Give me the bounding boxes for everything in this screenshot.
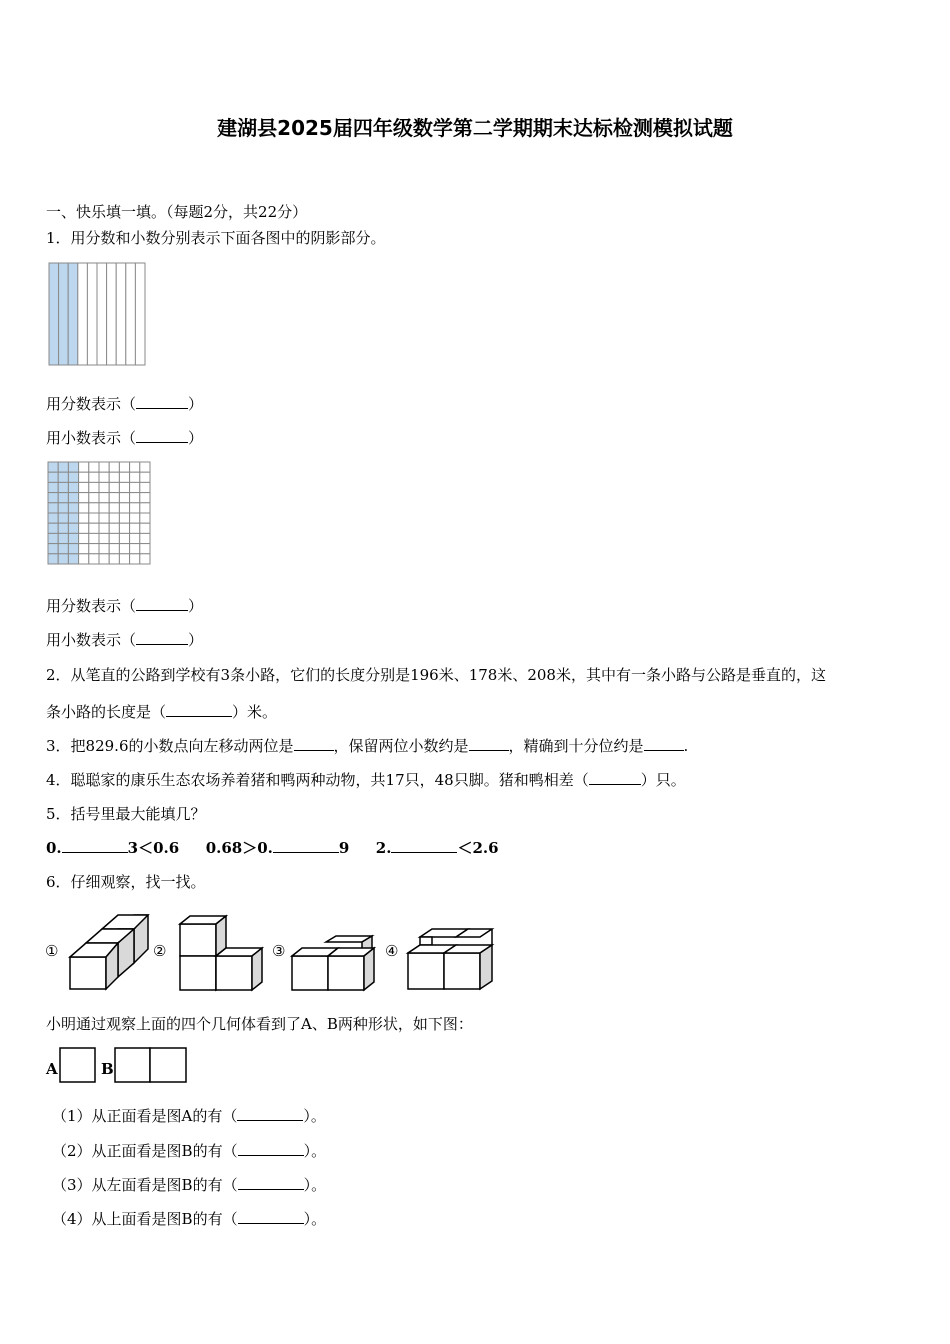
cube-shape-2 bbox=[176, 912, 266, 994]
grid-cell bbox=[68, 503, 78, 513]
grid-cell bbox=[58, 503, 68, 513]
strip-cell bbox=[135, 263, 145, 365]
grid-cell bbox=[48, 513, 58, 523]
grid-cell bbox=[79, 544, 89, 554]
grid-cell bbox=[58, 544, 68, 554]
question-2-line1: 2．从笔直的公路到学校有3条小路，它们的长度分别是196米、178米、208米，其中有一条小路与公路是垂直的，这 bbox=[46, 666, 826, 684]
grid-cell bbox=[89, 472, 99, 482]
grid-cell bbox=[99, 503, 109, 513]
grid-cell bbox=[48, 462, 58, 472]
grid-cell bbox=[79, 513, 89, 523]
grid-cell bbox=[119, 472, 129, 482]
sub-question-2: （2）从正面看是图B的有（ ）。 bbox=[52, 1142, 327, 1160]
grid-cell bbox=[68, 544, 78, 554]
grid-cell bbox=[140, 523, 150, 533]
question-6: 6．仔细观察，找一找。 bbox=[46, 873, 206, 891]
grid-cell bbox=[58, 482, 68, 492]
grid-cell bbox=[130, 533, 140, 543]
grid-cell bbox=[48, 523, 58, 533]
strip-cell bbox=[59, 263, 69, 365]
q1-decimal-a: 用小数表示（ ） bbox=[46, 429, 204, 447]
grid-cell bbox=[99, 544, 109, 554]
grid-cell bbox=[99, 513, 109, 523]
grid-cell bbox=[58, 533, 68, 543]
grid-cell bbox=[119, 513, 129, 523]
answer-blank[interactable] bbox=[136, 596, 188, 611]
grid-cell bbox=[79, 523, 89, 533]
answer-blank[interactable] bbox=[273, 838, 339, 853]
cube-shape-3 bbox=[290, 936, 380, 996]
grid-cell bbox=[89, 482, 99, 492]
strip-cell bbox=[116, 263, 126, 365]
grid-figure bbox=[47, 461, 151, 565]
answer-blank[interactable] bbox=[238, 1209, 304, 1224]
strip-cell bbox=[68, 263, 78, 365]
grid-cell bbox=[130, 462, 140, 472]
grid-cell bbox=[48, 503, 58, 513]
strip-cell bbox=[97, 263, 107, 365]
shape-label-1: ① bbox=[45, 942, 59, 960]
answer-blank[interactable] bbox=[469, 736, 509, 751]
grid-cell bbox=[48, 544, 58, 554]
grid-cell bbox=[99, 554, 109, 564]
grid-cell bbox=[48, 493, 58, 503]
grid-cell bbox=[109, 462, 119, 472]
answer-blank[interactable] bbox=[136, 428, 188, 443]
grid-cell bbox=[48, 554, 58, 564]
grid-cell bbox=[68, 554, 78, 564]
sub-question-1: （1）从正面看是图A的有（ ）。 bbox=[52, 1107, 326, 1125]
q1-fraction-b: 用分数表示（ ） bbox=[46, 597, 204, 615]
strip-cell bbox=[107, 263, 117, 365]
grid-cell bbox=[48, 482, 58, 492]
sub-question-3: （3）从左面看是图B的有（ ）。 bbox=[52, 1176, 327, 1194]
grid-cell bbox=[109, 513, 119, 523]
grid-cell bbox=[130, 482, 140, 492]
grid-cell bbox=[130, 503, 140, 513]
grid-cell bbox=[79, 482, 89, 492]
grid-cell bbox=[89, 544, 99, 554]
grid-cell bbox=[130, 472, 140, 482]
grid-cell bbox=[130, 554, 140, 564]
grid-cell bbox=[109, 482, 119, 492]
grid-cell bbox=[79, 493, 89, 503]
grid-cell bbox=[89, 493, 99, 503]
answer-blank[interactable] bbox=[136, 630, 188, 645]
sub-question-4: （4）从上面看是图B的有（ ）。 bbox=[52, 1210, 327, 1228]
question-5: 5．括号里最大能填几？ bbox=[46, 805, 206, 823]
grid-cell bbox=[48, 533, 58, 543]
label-b: B bbox=[101, 1060, 114, 1078]
grid-cell bbox=[130, 513, 140, 523]
grid-cell bbox=[130, 544, 140, 554]
grid-cell bbox=[89, 523, 99, 533]
observe-text: 小明通过观察上面的四个几何体看到了A、B两种形状，如下图： bbox=[46, 1015, 473, 1033]
grid-cell bbox=[119, 493, 129, 503]
q1-decimal-b: 用小数表示（ ） bbox=[46, 631, 204, 649]
grid-cell bbox=[140, 482, 150, 492]
grid-cell bbox=[99, 472, 109, 482]
label-a: A bbox=[46, 1060, 58, 1078]
shape-label-2: ② bbox=[153, 942, 167, 960]
page-title: 建湖县2025届四年级数学第二学期期末达标检测模拟试题 bbox=[217, 116, 733, 140]
grid-cell bbox=[58, 462, 68, 472]
grid-cell bbox=[109, 533, 119, 543]
answer-blank[interactable] bbox=[589, 770, 641, 785]
shape-b bbox=[114, 1047, 190, 1083]
grid-cell bbox=[140, 462, 150, 472]
grid-cell bbox=[99, 523, 109, 533]
grid-cell bbox=[89, 462, 99, 472]
shape-a bbox=[59, 1047, 99, 1083]
grid-cell bbox=[119, 462, 129, 472]
cube-shape-1 bbox=[66, 909, 156, 991]
answer-blank[interactable] bbox=[238, 1175, 304, 1190]
question-1: 1．用分数和小数分别表示下面各图中的阴影部分。 bbox=[46, 229, 386, 247]
grid-cell bbox=[68, 533, 78, 543]
grid-cell bbox=[99, 462, 109, 472]
grid-cell bbox=[58, 472, 68, 482]
grid-cell bbox=[99, 482, 109, 492]
grid-cell bbox=[140, 493, 150, 503]
grid-cell bbox=[68, 462, 78, 472]
grid-cell bbox=[140, 503, 150, 513]
grid-cell bbox=[119, 523, 129, 533]
grid-cell bbox=[89, 503, 99, 513]
answer-blank[interactable] bbox=[237, 1106, 303, 1121]
grid-cell bbox=[130, 523, 140, 533]
grid-cell bbox=[68, 472, 78, 482]
answer-blank[interactable] bbox=[294, 736, 334, 751]
grid-cell bbox=[58, 493, 68, 503]
grid-cell bbox=[109, 544, 119, 554]
grid-cell bbox=[119, 533, 129, 543]
answer-blank[interactable] bbox=[644, 736, 684, 751]
grid-cell bbox=[109, 503, 119, 513]
grid-cell bbox=[109, 493, 119, 503]
grid-cell bbox=[79, 503, 89, 513]
grid-cell bbox=[89, 533, 99, 543]
grid-cell bbox=[58, 523, 68, 533]
grid-cell bbox=[79, 462, 89, 472]
question-3: 3．把829.6的小数点向左移动两位是 ，保留两位小数约是 ，精确到十分位约是 . bbox=[46, 737, 689, 755]
answer-blank[interactable] bbox=[166, 702, 232, 717]
grid-cell bbox=[79, 554, 89, 564]
strip-figure bbox=[48, 262, 146, 366]
question-4: 4．聪聪家的康乐生态农场养着猪和鸭两种动物，共17只，48只脚。猪和鸭相差（ ）只。 bbox=[46, 771, 686, 789]
grid-cell bbox=[140, 513, 150, 523]
cube-shape-4 bbox=[406, 927, 498, 993]
shape-label-3: ③ bbox=[272, 942, 286, 960]
strip-cell bbox=[87, 263, 97, 365]
strip-cell bbox=[49, 263, 59, 365]
grid-cell bbox=[140, 472, 150, 482]
grid-cell bbox=[48, 472, 58, 482]
grid-cell bbox=[119, 544, 129, 554]
grid-cell bbox=[109, 523, 119, 533]
grid-cell bbox=[109, 554, 119, 564]
grid-cell bbox=[140, 554, 150, 564]
grid-cell bbox=[119, 482, 129, 492]
grid-cell bbox=[79, 533, 89, 543]
grid-cell bbox=[140, 533, 150, 543]
grid-cell bbox=[109, 472, 119, 482]
grid-cell bbox=[99, 493, 109, 503]
answer-blank[interactable] bbox=[136, 394, 188, 409]
grid-cell bbox=[58, 513, 68, 523]
answer-blank[interactable] bbox=[391, 838, 457, 853]
grid-cell bbox=[68, 523, 78, 533]
grid-cell bbox=[58, 554, 68, 564]
section-heading: 一、快乐填一填。（每题2分，共22分） bbox=[46, 203, 308, 221]
grid-cell bbox=[68, 493, 78, 503]
grid-cell bbox=[89, 554, 99, 564]
question-2-line2: 条小路的长度是（ ）米。 bbox=[46, 703, 278, 721]
strip-cell bbox=[126, 263, 136, 365]
grid-cell bbox=[119, 554, 129, 564]
grid-cell bbox=[130, 493, 140, 503]
grid-cell bbox=[79, 472, 89, 482]
grid-cell bbox=[89, 513, 99, 523]
answer-blank[interactable] bbox=[62, 838, 128, 853]
grid-cell bbox=[119, 503, 129, 513]
question-5-items: 0. 3＜0.6 0.68＞0. 9 2. ＜2.6 bbox=[46, 839, 499, 857]
strip-cell bbox=[78, 263, 88, 365]
q1-fraction-a: 用分数表示（ ） bbox=[46, 395, 204, 413]
answer-blank[interactable] bbox=[238, 1141, 304, 1156]
grid-cell bbox=[140, 544, 150, 554]
grid-cell bbox=[68, 513, 78, 523]
grid-cell bbox=[68, 482, 78, 492]
grid-cell bbox=[99, 533, 109, 543]
shape-label-4: ④ bbox=[385, 942, 399, 960]
